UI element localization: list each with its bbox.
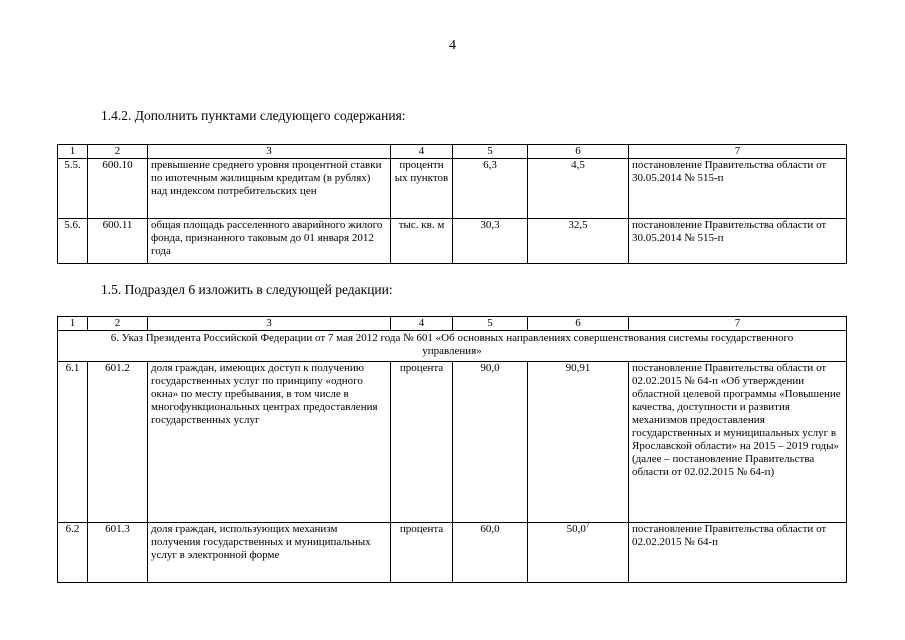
- header-cell: 2: [88, 317, 148, 331]
- row-code: 600.11: [88, 219, 148, 264]
- footnote-marker: 7: [585, 521, 590, 530]
- row-value-1: 6,3: [453, 159, 528, 219]
- row-indicator: доля граждан, имеющих доступ к получению государственных услуг по принципу «одного окна» по месту пребывания, в том числе в многофункциональных центрах предоставления государственных услуг: [148, 362, 391, 523]
- header-cell: 7: [629, 145, 847, 159]
- row-value-2: 4,5: [528, 159, 629, 219]
- header-cell: 4: [391, 317, 453, 331]
- row-value-1: 30,3: [453, 219, 528, 264]
- row-value-1: 60,0: [453, 523, 528, 583]
- row-number: 5.5.: [58, 159, 88, 219]
- table-row: [58, 523, 847, 583]
- row-unit: процента: [391, 362, 453, 523]
- table-row: [58, 159, 847, 219]
- header-cell: 1: [58, 317, 88, 331]
- header-cell: 1: [58, 145, 88, 159]
- header-cell: 2: [88, 145, 148, 159]
- row-unit: процента: [391, 523, 453, 583]
- row-value-2-text: 50,0: [566, 523, 586, 535]
- header-cell: 6: [528, 145, 629, 159]
- table-1: [57, 144, 847, 264]
- row-indicator: доля граждан, использующих механизм получения государственных и муниципальных услуг в электронной форме: [148, 523, 391, 583]
- table-2-header-row: [58, 317, 847, 331]
- row-value-1: 90,0: [453, 362, 528, 523]
- table-2: [57, 316, 847, 583]
- row-number: 5.6.: [58, 219, 88, 264]
- table-1-header-row: [58, 145, 847, 159]
- row-value-2-text: 90,91: [565, 362, 591, 374]
- row-value-2: 32,5: [528, 219, 629, 264]
- header-cell: 4: [391, 145, 453, 159]
- header-cell: 3: [148, 145, 391, 159]
- row-indicator: превышение среднего уровня процентной ставки по ипотечным жилищным кредитам (в рублях) над индексом потребительских цен: [148, 159, 391, 219]
- section-2-heading: 1.5. Подраздел 6 изложить в следующей редакции:: [101, 282, 393, 297]
- row-code: 601.3: [88, 523, 148, 583]
- row-number: 6.1: [58, 362, 88, 523]
- header-cell: 7: [629, 317, 847, 331]
- row-value-2: [528, 523, 629, 583]
- subsection-title-row: [58, 331, 847, 362]
- row-unit: процентн ых пунктов: [391, 159, 453, 219]
- subsection-title: 6. Указ Президента Российской Федерации от 7 мая 2012 года № 601 «Об основных направлениях совершенствования системы государственного управления»: [58, 331, 847, 362]
- row-source: постановление Правительства области от 30.05.2014 № 515-п: [629, 159, 847, 219]
- row-source: постановление Правительства области от 02.02.2015 № 64-п: [629, 523, 847, 583]
- row-code: 600.10: [88, 159, 148, 219]
- row-code: 601.2: [88, 362, 148, 523]
- row-source: постановление Правительства области от 02.02.2015 № 64-п «Об утверждении областной целевой программы «Повышение качества, доступности и развития механизмов предоставления государственных и муниципальных услуг в Ярославской области» на 2015 – 2019 годы» (далее – постановление Правительства области от 02.02.2015 № 64-п): [629, 362, 847, 523]
- header-cell: 6: [528, 317, 629, 331]
- row-unit: тыс. кв. м: [391, 219, 453, 264]
- row-indicator: общая площадь расселенного аварийного жилого фонда, признанного таковым до 01 января 2012 года: [148, 219, 391, 264]
- table-row: [58, 219, 847, 264]
- row-value-2: [528, 362, 629, 523]
- table-row: [58, 362, 847, 523]
- header-cell: 5: [453, 317, 528, 331]
- header-cell: 5: [453, 145, 528, 159]
- section-1-heading: 1.4.2. Дополнить пунктами следующего содержания:: [101, 108, 406, 123]
- row-source: постановление Правительства области от 30.05.2014 № 515-п: [629, 219, 847, 264]
- page-number: 4: [449, 38, 456, 53]
- header-cell: 3: [148, 317, 391, 331]
- row-number: 6.2: [58, 523, 88, 583]
